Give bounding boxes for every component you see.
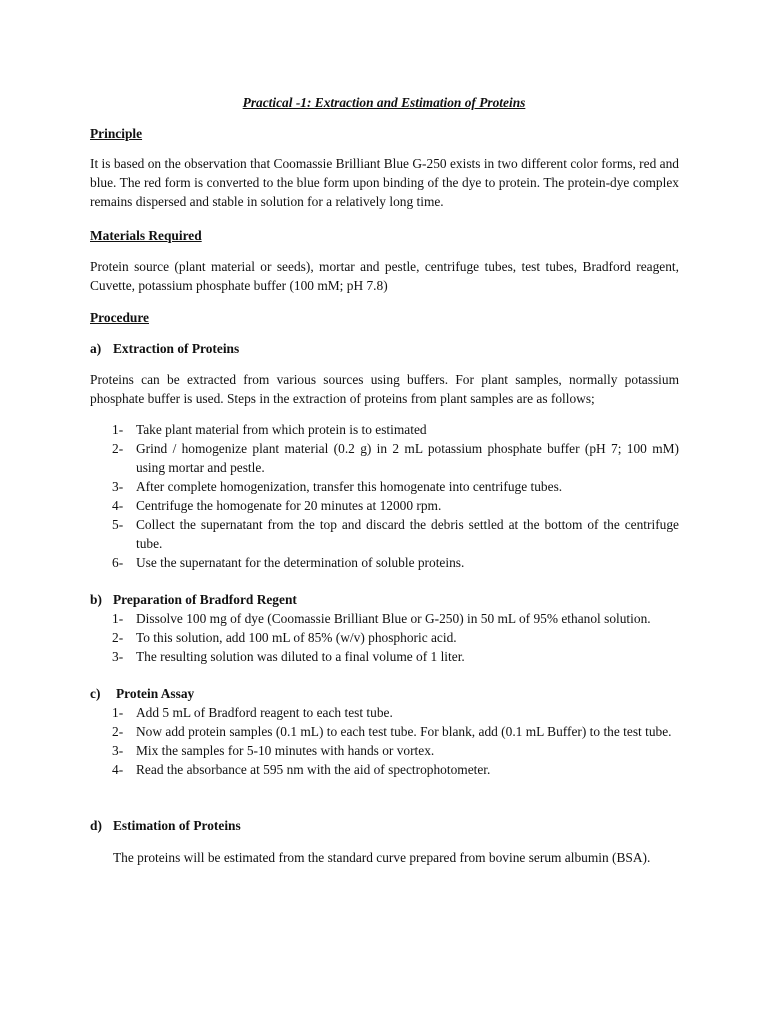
list-item xyxy=(112,515,679,553)
procedure-heading: Procedure xyxy=(90,310,150,325)
page-title: Practical -1: Extraction and Estimation of Proteins xyxy=(242,95,526,110)
extraction-steps-list xyxy=(112,420,679,572)
list-item-number: 2- xyxy=(112,630,124,645)
list-item-text: Use the supernatant for the determination of soluble proteins. xyxy=(136,555,465,570)
list-item xyxy=(112,553,679,572)
list-item xyxy=(112,760,679,779)
list-item xyxy=(112,703,679,722)
list-item xyxy=(112,496,679,515)
list-item-text: Grind / homogenize plant material (0.2 g) in 2 mL potassium phosphate buffer (pH 7; 100 mM) using mortar and pestle. xyxy=(136,441,679,475)
principle-text: It is based on the observation that Coomassie Brilliant Blue G-250 exists in two different color forms, red and blue. The red form is converted to the blue form upon binding of the dye to protein. The protein-dye complex remains dispersed and stable in solution for a relatively long time. xyxy=(90,156,679,209)
list-item-number: 2- xyxy=(112,441,124,456)
subsection-a-letter: a) xyxy=(90,341,102,356)
list-item xyxy=(112,741,679,760)
list-item-text: Read the absorbance at 595 nm with the aid of spectrophotometer. xyxy=(136,762,491,777)
list-item-text: Collect the supernatant from the top and discard the debris settled at the bottom of the centrifuge tube. xyxy=(136,517,679,551)
list-item xyxy=(112,647,679,666)
subsection-a-title: Extraction of Proteins xyxy=(113,341,240,356)
subsection-a-heading xyxy=(90,339,239,358)
list-item xyxy=(112,439,679,477)
list-item xyxy=(112,609,679,628)
list-item-number: 4- xyxy=(112,762,124,777)
list-item-number: 3- xyxy=(112,649,124,664)
list-item-text: The resulting solution was diluted to a final volume of 1 liter. xyxy=(136,649,465,664)
list-item-text: Dissolve 100 mg of dye (Coomassie Brilliant Blue or G-250) in 50 mL of 95% ethanol solution. xyxy=(136,611,651,626)
materials-text: Protein source (plant material or seeds), mortar and pestle, centrifuge tubes, test tubes, Bradford reagent, Cuvette, potassium phosphate buffer (100 mM; pH 7.8) xyxy=(90,259,679,293)
list-item-number: 5- xyxy=(112,517,124,532)
list-item xyxy=(112,722,679,741)
list-item-number: 4- xyxy=(112,498,124,513)
list-item-number: 2- xyxy=(112,724,124,739)
assay-steps-list xyxy=(112,703,679,779)
list-item-number: 3- xyxy=(112,479,124,494)
subsection-b-title: Preparation of Bradford Regent xyxy=(113,592,297,607)
subsection-c-letter: c) xyxy=(90,686,101,701)
list-item-text: Now add protein samples (0.1 mL) to each test tube. For blank, add (0.1 mL Buffer) to the test tube. xyxy=(136,724,672,739)
subsection-d-heading xyxy=(90,816,241,835)
list-item-text: Centrifuge the homogenate for 20 minutes at 12000 rpm. xyxy=(136,498,442,513)
list-item-text: Mix the samples for 5-10 minutes with hands or vortex. xyxy=(136,743,435,758)
subsection-d-letter: d) xyxy=(90,818,102,833)
list-item-text: After complete homogenization, transfer this homogenate into centrifuge tubes. xyxy=(136,479,563,494)
list-item-number: 1- xyxy=(112,611,124,626)
list-item-number: 6- xyxy=(112,555,124,570)
list-item-text: Take plant material from which protein is to estimated xyxy=(136,422,427,437)
list-item-text: Add 5 mL of Bradford reagent to each test tube. xyxy=(136,705,393,720)
list-item-text: To this solution, add 100 mL of 85% (w/v) phosphoric acid. xyxy=(136,630,457,645)
materials-heading: Materials Required xyxy=(90,228,202,243)
list-item-number: 3- xyxy=(112,743,124,758)
bradford-steps-list xyxy=(112,609,679,666)
subsection-b-letter: b) xyxy=(90,592,102,607)
estimation-text: The proteins will be estimated from the standard curve prepared from bovine serum albumin (BSA). xyxy=(113,850,651,865)
subsection-d-title: Estimation of Proteins xyxy=(113,818,241,833)
list-item-number: 1- xyxy=(112,422,124,437)
list-item xyxy=(112,628,679,647)
principle-heading: Principle xyxy=(90,126,143,141)
subsection-b-heading xyxy=(90,590,297,609)
list-item xyxy=(112,420,679,439)
extraction-intro: Proteins can be extracted from various sources using buffers. For plant samples, normally potassium phosphate buffer is used. Steps in the extraction of proteins from plant samples are as follows; xyxy=(90,372,679,406)
list-item-number: 1- xyxy=(112,705,124,720)
subsection-c-title: Protein Assay xyxy=(116,686,195,701)
list-item xyxy=(112,477,679,496)
subsection-c-heading xyxy=(90,684,194,703)
